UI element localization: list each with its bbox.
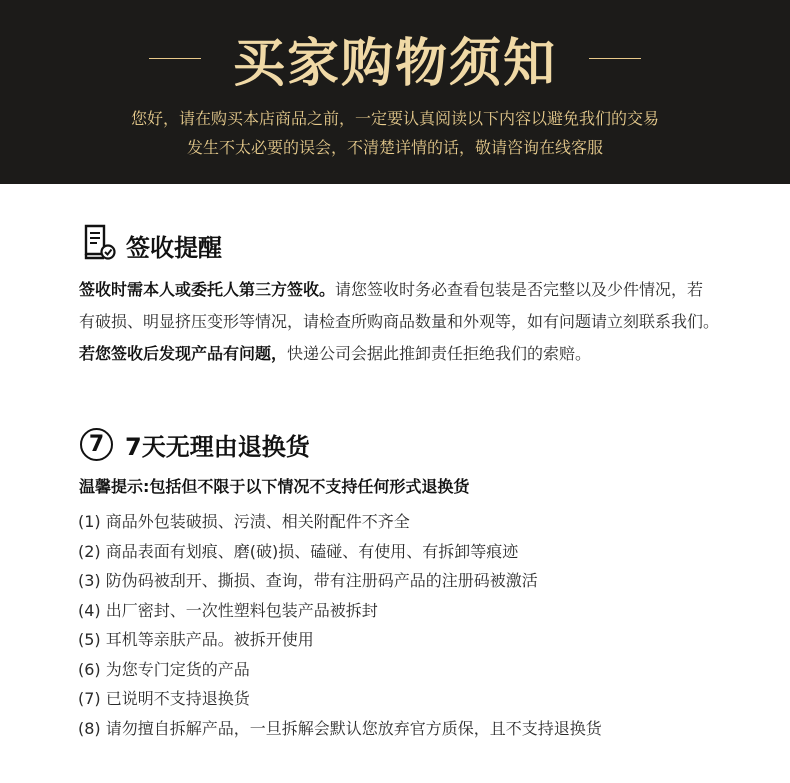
- sign-bold-2: 若您签收后发现产品有问题，: [79, 344, 288, 363]
- sign-bold-1: 签收时需本人或委托人第三方签收。: [79, 280, 336, 299]
- sign-text-1: 请您签收时务必查看包装是否完整以及少件情况，若有破损、明显挤压变形等情况，请检查所购商品数量和外观等，如有问题请立刻联系我们。: [79, 280, 720, 331]
- header-title-row: [0, 22, 790, 94]
- list-item: (7) 已说明不支持退换货: [78, 689, 250, 708]
- number-seven-icon: 7: [80, 428, 113, 461]
- page-title: 买家购物须知: [232, 33, 557, 94]
- warm-tip: 温馨提示:包括但不限于以下情况不支持任何形式退换货: [79, 477, 470, 496]
- list-item: (8) 请勿擅自拆解产品，一旦拆解会默认您放弃官方质保，且不支持退换货: [78, 718, 602, 738]
- list-item: (5) 耳机等亲肤产品。被拆开使用: [78, 630, 314, 649]
- sign-section-heading: [82, 224, 222, 266]
- list-item: (6) 为您专门定货的产品: [78, 659, 250, 679]
- sign-text-2: 快递公司会据此推卸责任拒绝我们的索赔。: [287, 344, 592, 363]
- receipt-check-icon: [82, 224, 116, 266]
- header-intro: [0, 104, 790, 162]
- list-item: (3) 防伪码被刮开、撕损、查询，带有注册码产品的注册码被激活: [78, 571, 538, 590]
- title-left-line: [149, 58, 201, 59]
- header-banner: [0, 0, 790, 184]
- list-item: (2) 商品表面有划痕、磨(破)损、磕碰、有使用、有拆卸等痕迹: [78, 541, 519, 561]
- title-right-line: [589, 58, 641, 59]
- sign-paragraph: [79, 274, 719, 370]
- return-exclusion-list: [78, 507, 602, 743]
- return-section-heading: [80, 427, 310, 462]
- intro-line-1: 您好，请在购买本店商品之前，一定要认真阅读以下内容以避免我们的交易: [130, 109, 659, 128]
- sign-section-title: 签收提醒: [126, 233, 222, 262]
- list-item: (1) 商品外包装破损、污渍、相关附配件不齐全: [78, 512, 410, 531]
- list-item: (4) 出厂密封、一次性塑料包装产品被拆封: [78, 600, 378, 620]
- intro-line-2: 发生不太必要的误会，不清楚详情的话，敬请咨询在线客服: [186, 138, 603, 157]
- return-section-title: 7天无理由退换货: [125, 433, 310, 461]
